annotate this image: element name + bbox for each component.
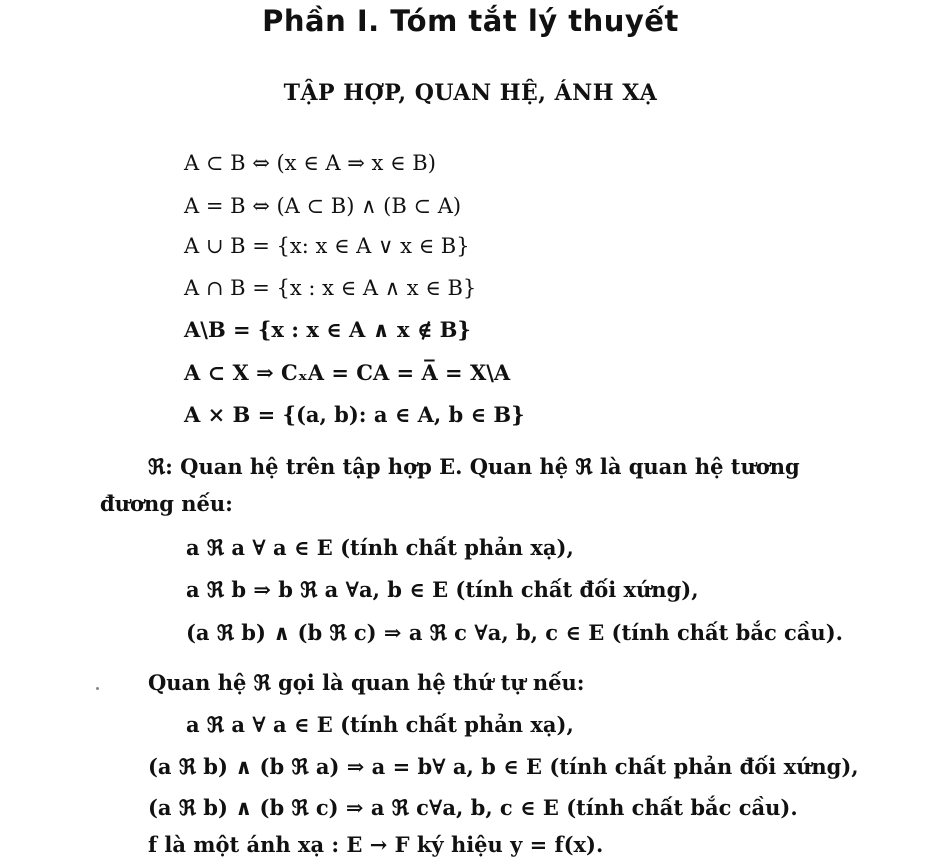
equivalence-symmetric: a ℜ b ⇒ b ℜ a ∀a, b ∈ E (tính chất đối xứng), — [186, 577, 699, 602]
page-heading: Phần I. Tóm tắt lý thuyết — [262, 4, 679, 38]
formula-complement: A ⊂ X ⇒ CₓA = CA = A̅ = X\A — [184, 360, 511, 385]
order-transitive: (a ℜ b) ∧ (b ℜ c) ⇒ a ℜ c∀a, b, c ∈ E (tính chất bắc cầu). — [148, 795, 798, 820]
formula-cartesian-product: A × B = {(a, b): a ∈ A, b ∈ B} — [184, 402, 525, 427]
formula-intersection: A ∩ B = {x : x ∈ A ∧ x ∈ B} — [184, 276, 477, 300]
equivalence-reflexive: a ℜ a ∀ a ∈ E (tính chất phản xạ), — [186, 535, 574, 560]
order-antisymmetric: (a ℜ b) ∧ (b ℜ a) ⇒ a = b∀ a, b ∈ E (tính chất phản đối xứng), — [148, 754, 859, 779]
relation-intro-line2: đương nếu: — [100, 491, 233, 516]
formula-difference: A\B = {x : x ∈ A ∧ x ∉ B} — [184, 317, 471, 342]
mapping-definition: f là một ánh xạ : E → F ký hiệu y = f(x). — [148, 832, 604, 857]
formula-union: A ∪ B = {x: x ∈ A ∨ x ∈ B} — [184, 234, 470, 258]
scan-speck — [96, 687, 99, 690]
equivalence-transitive: (a ℜ b) ∧ (b ℜ c) ⇒ a ℜ c ∀a, b, c ∈ E (tính chất bắc cầu). — [186, 620, 843, 645]
relation-intro-line1: ℜ: Quan hệ trên tập hợp E. Quan hệ ℜ là quan hệ tương — [148, 454, 800, 479]
formula-equality: A = B ⇔ (A ⊂ B) ∧ (B ⊂ A) — [184, 194, 462, 218]
order-reflexive: a ℜ a ∀ a ∈ E (tính chất phản xạ), — [186, 712, 574, 737]
formula-subset: A ⊂ B ⇔ (x ∈ A ⇒ x ∈ B) — [184, 151, 436, 175]
order-intro: Quan hệ ℜ gọi là quan hệ thứ tự nếu: — [148, 670, 585, 695]
section-subheading: TẬP HỢP, QUAN HỆ, ÁNH XẠ — [283, 80, 658, 106]
